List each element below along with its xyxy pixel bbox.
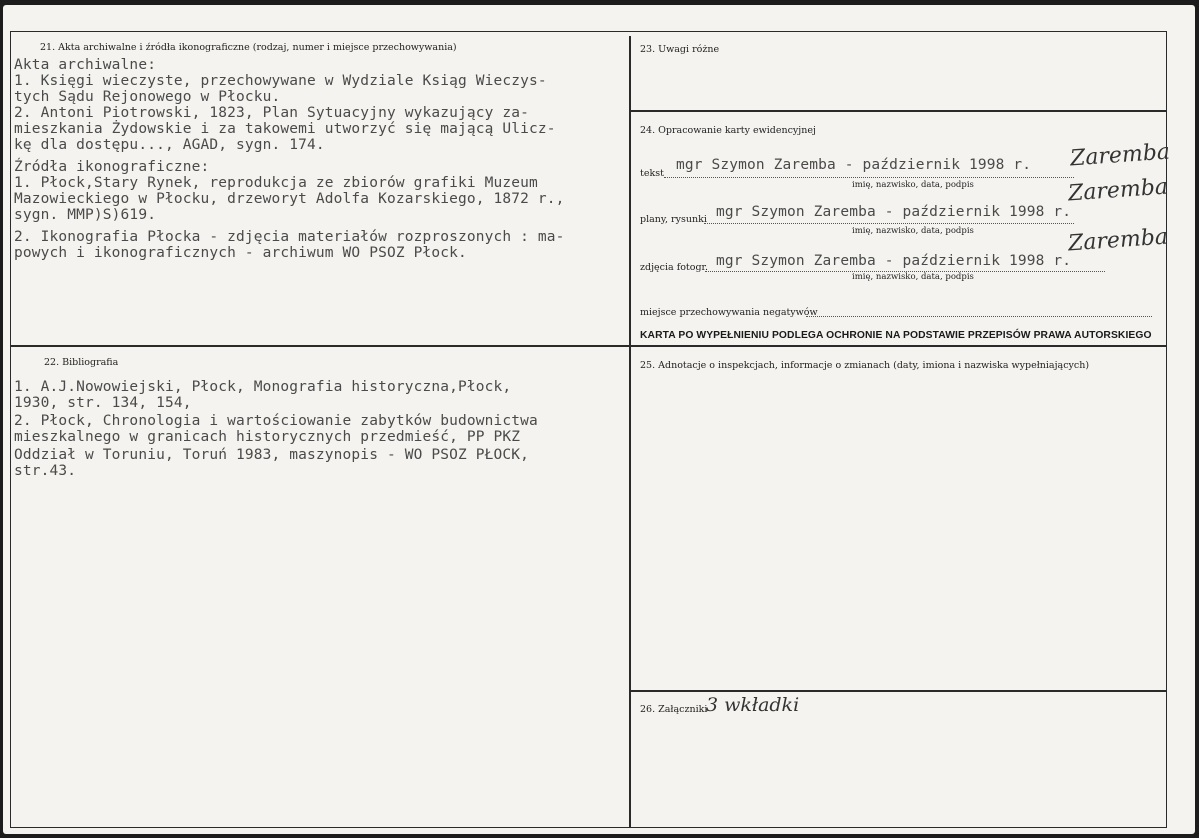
- negatives-label: miejsce przechowywania negatywów: [640, 307, 818, 318]
- text-line: tych Sądu Rejonowego w Płocku.: [14, 89, 281, 105]
- text-line: mieszkalnego w granicach historycznych przedmieść, PP PKZ: [14, 429, 521, 445]
- section-22-label: 22. Bibliografia: [44, 357, 119, 368]
- text-line: mieszkania Żydowskie i za takowemi utworzyć się mającą Ulicz-: [14, 121, 556, 137]
- text-line: str.43.: [14, 463, 77, 479]
- tekst-sub: imię, nazwisko, data, podpis: [852, 180, 974, 190]
- text-line: Oddział w Toruniu, Toruń 1983, maszynopis - WO PSOZ PŁOCK,: [14, 447, 530, 463]
- text-line: 2. Ikonografia Płocka - zdjęcia materiałów rozproszonych : ma-: [14, 229, 565, 245]
- tekst-line: [664, 177, 1074, 178]
- text-line: sygn. MMP)S)619.: [14, 207, 157, 223]
- tekst-value: mgr Szymon Zaremba - październik 1998 r.: [676, 157, 1032, 173]
- row-divider-right-2: [629, 345, 1167, 347]
- text-line: 2. Antoni Piotrowski, 1823, Plan Sytuacyjny wykazujący za-: [14, 105, 530, 121]
- text-line: kę dla dostępu..., AGAD, sygn. 174.: [14, 137, 325, 153]
- text-line: Źródła ikonograficzne:: [14, 159, 210, 175]
- text-line: Mazowieckiego w Płocku, drzeworyt Adolfa Kozarskiego, 1872 r.,: [14, 191, 565, 207]
- plany-value: mgr Szymon Zaremba - październik 1998 r.: [716, 204, 1072, 220]
- attachments-note: 3 wkładki: [706, 694, 800, 716]
- copyright-notice: KARTA PO WYPEŁNIENIU PODLEGA OCHRONIE NA PODSTAWIE PRZEPISÓW PRAWA AUTORSKIEGO: [640, 330, 1152, 341]
- signature: Zaremba: [1067, 224, 1169, 257]
- row-divider-right-3: [629, 690, 1167, 692]
- section-25-label: 25. Adnotacje o inspekcjach, informacje o zmianach (daty, imiona i nazwiska wypełniających): [640, 360, 1090, 371]
- signature: Zaremba: [1069, 139, 1171, 172]
- signature: Zaremba: [1067, 174, 1169, 207]
- section-23-label: 23. Uwagi różne: [640, 44, 720, 55]
- section-24-label: 24. Opracowanie karty ewidencyjnej: [640, 125, 816, 136]
- row-divider-right-1: [629, 110, 1167, 112]
- row-divider-left: [10, 345, 631, 347]
- zdjecia-label: zdjęcia fotogr.: [640, 262, 709, 273]
- tekst-label: tekst: [640, 168, 664, 179]
- plany-line: [704, 223, 1074, 224]
- text-line: 1. A.J.Nowowiejski, Płock, Monografia historyczna,Płock,: [14, 379, 512, 395]
- text-line: 2. Płock, Chronologia i wartościowanie zabytków budownictwa: [14, 413, 538, 429]
- text-line: 1. Księgi wieczyste, przechowywane w Wydziale Ksiąg Wieczys-: [14, 73, 547, 89]
- section-21-label: 21. Akta archiwalne i źródła ikonograficzne (rodzaj, numer i miejsce przechowywania): [40, 42, 457, 53]
- negatives-line: [806, 316, 1152, 317]
- text-line: 1. Płock,Stary Rynek, reprodukcja ze zbiorów grafiki Muzeum: [14, 175, 538, 191]
- section-26-label: 26. Załączniki: [640, 704, 708, 715]
- text-line: Akta archiwalne:: [14, 57, 157, 73]
- text-line: 1930, str. 134, 154,: [14, 395, 192, 411]
- zdjecia-value: mgr Szymon Zaremba - październik 1998 r.: [716, 253, 1072, 269]
- plany-label: plany, rysunki: [640, 214, 707, 225]
- text-line: powych i ikonograficznych - archiwum WO PSOZ Płock.: [14, 245, 467, 261]
- plany-sub: imię, nazwisko, data, podpis: [852, 226, 974, 236]
- zdjecia-sub: imię, nazwisko, data, podpis: [852, 272, 974, 282]
- column-divider: [629, 36, 631, 828]
